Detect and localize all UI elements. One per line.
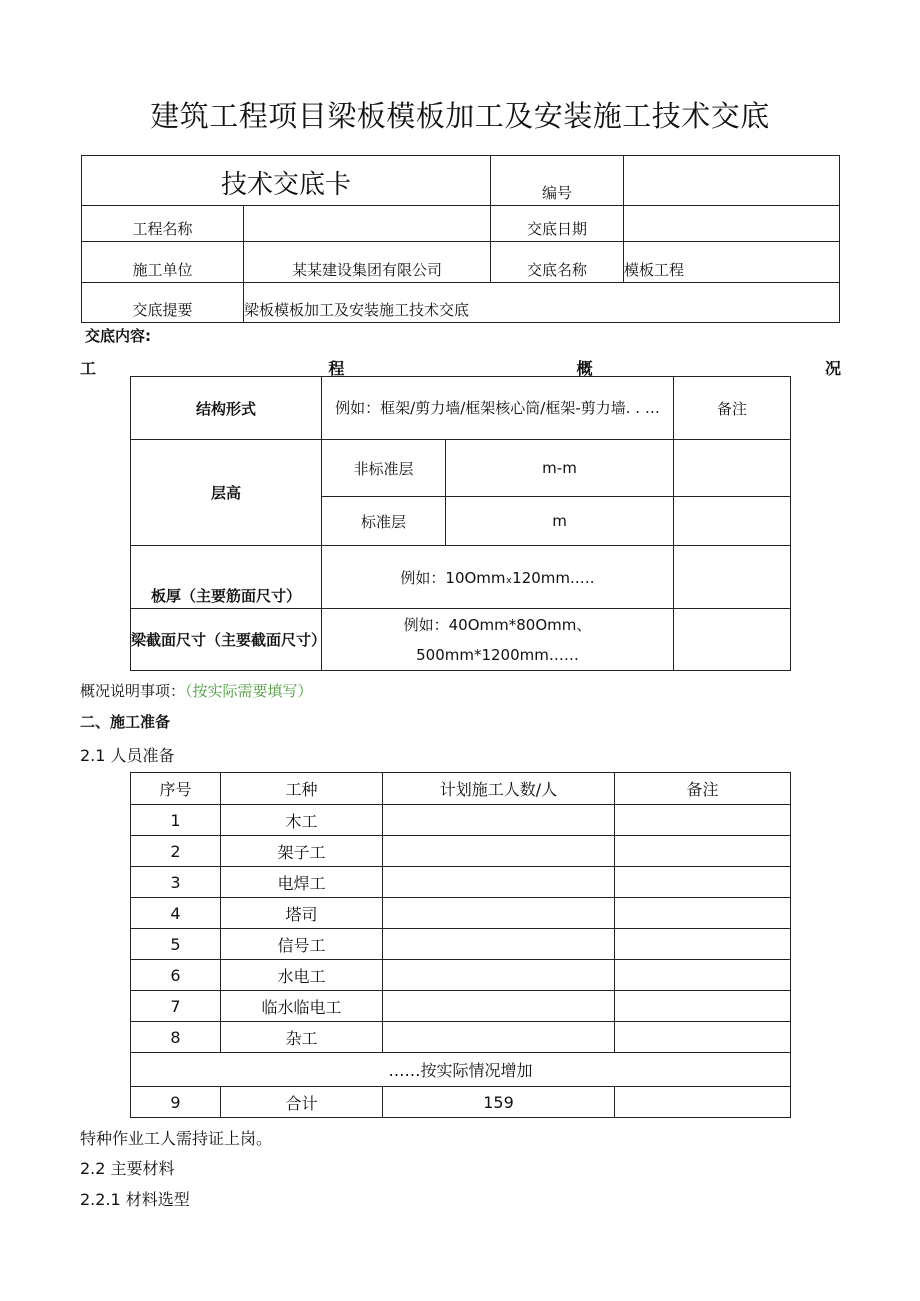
beam-example-line: 500mm*1200mm……: [416, 645, 579, 664]
row-trade: 电焊工: [221, 867, 383, 898]
total-no: 9: [131, 1087, 221, 1118]
standard-floor-remark: [674, 497, 791, 546]
table-row: [131, 991, 791, 1022]
row-trade: 杂工: [221, 1022, 383, 1053]
notes-line: [80, 680, 313, 701]
disclosure-card-table: [81, 155, 840, 323]
construction-unit-label: 施工单位: [82, 242, 244, 283]
row-trade: 水电工: [221, 960, 383, 991]
beam-section-example: [322, 609, 674, 671]
row-count: [383, 805, 615, 836]
row-trade: 信号工: [221, 929, 383, 960]
overview-heading-char: 程: [328, 359, 345, 378]
slab-thickness-example: 例如：10Ommₓ120mm.….: [322, 546, 674, 609]
row-remark: [615, 960, 791, 991]
staff-header-remark: 备注: [615, 773, 791, 805]
row-remark: [615, 1022, 791, 1053]
row-no: 8: [131, 1022, 221, 1053]
row-remark: [615, 991, 791, 1022]
row-remark: [615, 929, 791, 960]
row-no: 3: [131, 867, 221, 898]
row-trade: 架子工: [221, 836, 383, 867]
row-count: [383, 898, 615, 929]
table-row: [131, 1022, 791, 1053]
overview-heading-char: 工: [80, 359, 97, 378]
table-row: [131, 836, 791, 867]
structure-example: 例如：框架/剪力墙/框架核心筒/框架-剪力墙. . …: [322, 377, 674, 440]
summary-label: 交底提要: [82, 283, 244, 323]
row-count: [383, 1022, 615, 1053]
number-label: 编号: [491, 156, 624, 206]
row-remark: [615, 867, 791, 898]
row-remark: [615, 805, 791, 836]
row-count: [383, 960, 615, 991]
floor-height-label: 层高: [131, 440, 322, 546]
row-no: 6: [131, 960, 221, 991]
row-remark: [615, 836, 791, 867]
remark-label: 备注: [674, 377, 791, 440]
row-count: [383, 929, 615, 960]
slab-thickness-label: 板厚（主要筋面尺寸）: [131, 546, 322, 609]
date-label: 交底日期: [491, 206, 624, 242]
section-2-1-heading: 2.1 人员准备: [80, 746, 175, 765]
beam-section-label: 梁截面尺寸（主要截面尺寸）: [131, 609, 322, 671]
project-name-label: 工程名称: [82, 206, 244, 242]
card-heading: 技术交底卡: [82, 156, 491, 206]
summary-value: 梁板模板加工及安装施工技术交底: [244, 283, 840, 323]
total-count: 159: [383, 1087, 615, 1118]
table-row: [131, 1053, 791, 1087]
staff-table: [130, 772, 791, 1118]
section-2-heading: 二、施工准备: [80, 713, 171, 731]
row-trade: 临水临电工: [221, 991, 383, 1022]
staff-header-count: 计划施工人数/人: [383, 773, 615, 805]
table-row: [131, 898, 791, 929]
section-2-2-heading: 2.2 主要材料: [80, 1159, 175, 1178]
row-no: 1: [131, 805, 221, 836]
nonstandard-floor-label: 非标准层: [322, 440, 446, 497]
disclosure-name-value: 模板工程: [624, 242, 840, 283]
overview-heading-char: 况: [824, 359, 841, 378]
beam-section-remark: [674, 609, 791, 671]
standard-floor-value: m: [446, 497, 674, 546]
notes-label: 概况说明事项：: [80, 682, 186, 700]
row-no: 7: [131, 991, 221, 1022]
nonstandard-floor-remark: [674, 440, 791, 497]
row-no: 4: [131, 898, 221, 929]
content-label: 交底内容:: [85, 327, 151, 345]
overview-table: [130, 376, 791, 671]
table-row: [131, 867, 791, 898]
beam-example-line: 例如：40Omm*80Omm、: [403, 615, 592, 634]
row-count: [383, 836, 615, 867]
total-remark: [615, 1087, 791, 1118]
slab-thickness-remark: [674, 546, 791, 609]
row-trade: 塔司: [221, 898, 383, 929]
notes-hint: （按实际需要填写）: [185, 682, 313, 700]
staff-header-no: 序号: [131, 773, 221, 805]
section-2-2-1-heading: 2.2.1 材料选型: [80, 1190, 190, 1209]
overview-heading-char: 概: [576, 359, 593, 378]
table-row: [131, 929, 791, 960]
disclosure-name-label: 交底名称: [491, 242, 624, 283]
row-no: 2: [131, 836, 221, 867]
document-title: 建筑工程项目梁板模板加工及安装施工技术交底: [150, 99, 770, 133]
table-row: [131, 960, 791, 991]
row-count: [383, 991, 615, 1022]
table-row: [131, 1087, 791, 1118]
date-value: [624, 206, 840, 242]
structure-label: 结构形式: [131, 377, 322, 440]
construction-unit-value: 某某建设集团有限公司: [244, 242, 491, 283]
staff-header-trade: 工种: [221, 773, 383, 805]
row-trade: 木工: [221, 805, 383, 836]
add-more-note: ……按实际情况增加: [131, 1053, 791, 1087]
nonstandard-floor-value: m-m: [446, 440, 674, 497]
project-name-value: [244, 206, 491, 242]
special-note: 特种作业工人需持证上岗。: [80, 1129, 273, 1148]
table-row: [131, 805, 791, 836]
row-remark: [615, 898, 791, 929]
row-no: 5: [131, 929, 221, 960]
standard-floor-label: 标准层: [322, 497, 446, 546]
total-label: 合计: [221, 1087, 383, 1118]
number-value: [624, 156, 840, 206]
row-count: [383, 867, 615, 898]
